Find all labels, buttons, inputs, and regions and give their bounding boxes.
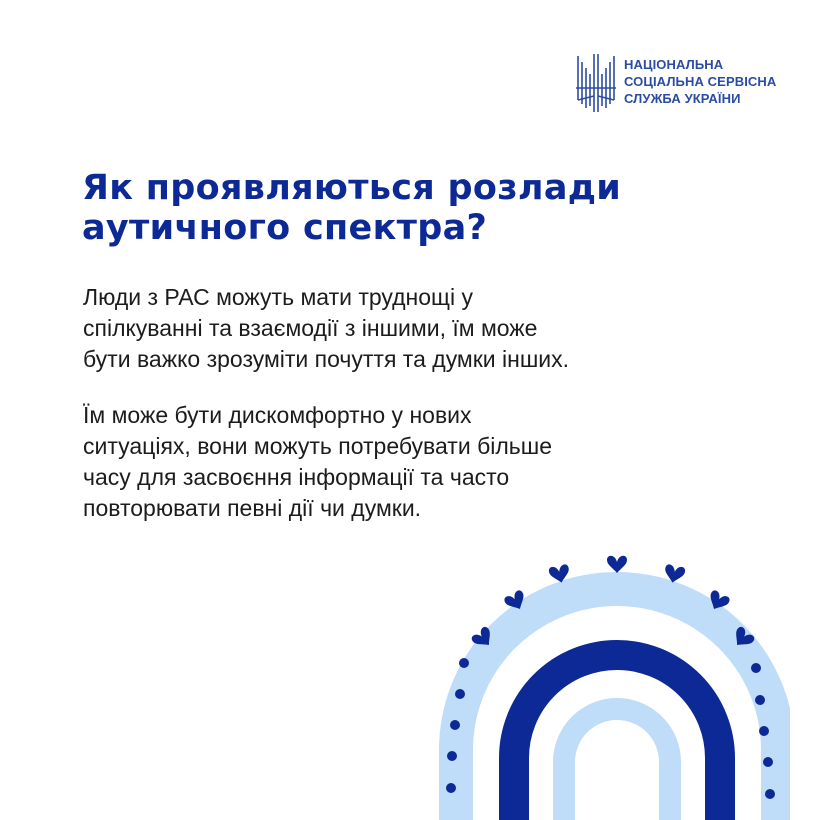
logo-text	[624, 56, 776, 107]
rainbow-middle-arc	[514, 655, 720, 820]
paragraph-2	[83, 400, 723, 524]
title-line-1: Як проявляються розлади	[82, 168, 622, 208]
logo-line-2: СОЦІАЛЬНА СЕРВІСНА	[624, 73, 777, 89]
paragraph-1-line-2: спілкуванні та взаємодії з іншими, їм може	[83, 315, 538, 341]
title-line-2: аутичного спектра?	[82, 208, 488, 248]
dot-icon	[765, 789, 775, 799]
rainbow-inner-arc	[564, 709, 670, 820]
dot-icon	[455, 689, 465, 699]
dot-icon	[755, 695, 765, 705]
organization-logo	[574, 48, 776, 114]
paragraph-2-line-2: ситуаціях, вони можуть потребувати більше	[83, 433, 552, 459]
paragraph-1-line-1: Люди з РАС можуть мати труднощі у	[83, 284, 473, 310]
paragraph-2-line-4: повторювати певні дії чи думки.	[83, 495, 422, 521]
logo-line-3: СЛУЖБА УКРАЇНИ	[624, 90, 741, 106]
page-title	[82, 168, 682, 248]
dot-icon	[763, 757, 773, 767]
dot-icon	[447, 751, 457, 761]
paragraph-1-line-3: бути важко зрозуміти почуття та думки інших.	[83, 346, 570, 372]
paragraph-1	[83, 282, 723, 375]
paragraph-2-line-3: часу для засвоєння інформації та часто	[83, 464, 510, 490]
dot-icon	[450, 720, 460, 730]
logo-emblem-icon	[574, 48, 618, 114]
dot-icon	[446, 783, 456, 793]
dot-icon	[459, 658, 469, 668]
paragraph-2-line-1: Їм може бути дискомфортно у нових	[83, 402, 472, 428]
dot-icon	[751, 663, 761, 673]
rainbow-illustration	[430, 540, 790, 820]
dot-icon	[759, 726, 769, 736]
logo-line-1: НАЦІОНАЛЬНА	[624, 56, 724, 72]
heart-icon	[607, 556, 627, 573]
